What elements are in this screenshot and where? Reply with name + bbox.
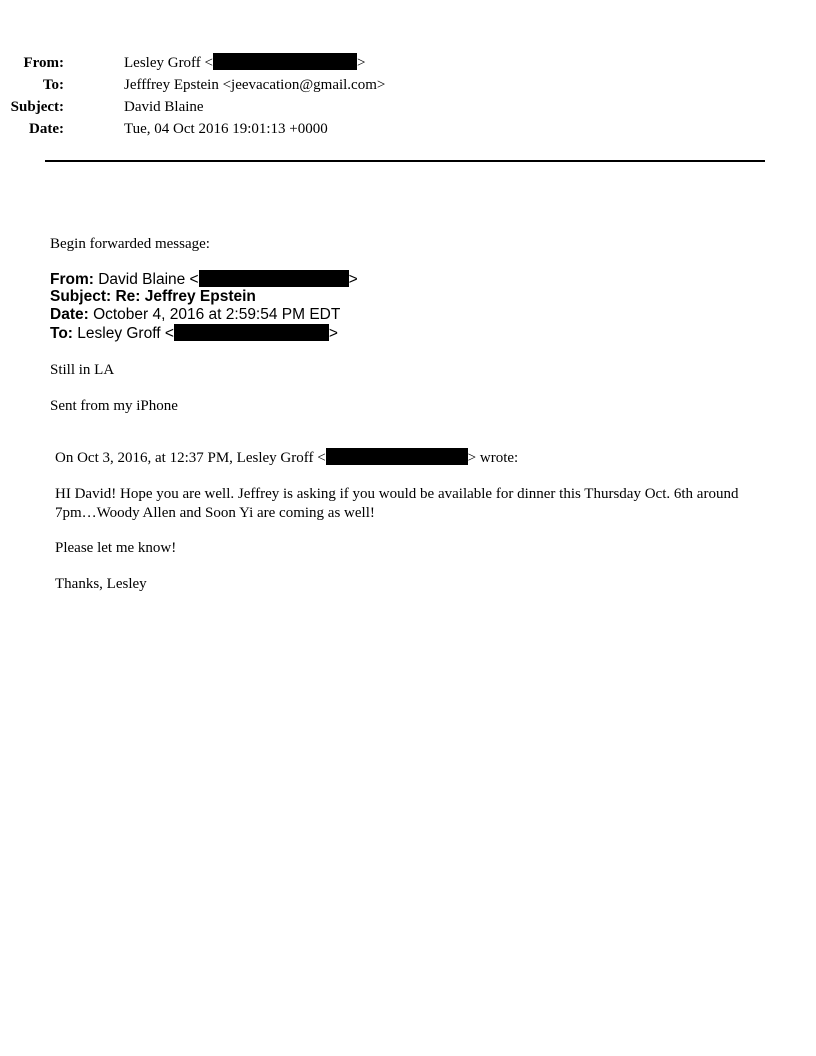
forward-subject-line [50, 288, 256, 306]
quoted-attribution-suffix: > wrote: [467, 450, 519, 466]
quoted-attribution [55, 448, 518, 468]
header-divider [45, 160, 765, 162]
quoted-body: HI David! Hope you are well. Jeffrey is asking if you would be available for dinner this Thursday Oct. 6th around 7pm…Woody Allen and Soon Yi are coming as well! [55, 486, 739, 521]
reply-signature: Sent from my iPhone [50, 398, 178, 414]
forward-from-name: David Blaine < [93, 271, 199, 288]
forward-from-close: > [348, 271, 358, 288]
redaction-box [326, 448, 468, 465]
forward-date-line [50, 306, 340, 324]
redaction-box [199, 270, 349, 287]
reply-line: Still in LA [50, 362, 115, 378]
forward-subject-label: Subject: [50, 288, 112, 305]
redaction-box [174, 324, 329, 341]
header-from-close: > [357, 55, 366, 71]
header-from-label: From: [23, 55, 64, 71]
forward-to-close: > [328, 325, 338, 342]
forward-to-label: To: [50, 325, 73, 342]
quoted-closing: Thanks, Lesley [55, 576, 147, 592]
quoted-attribution-prefix: On Oct 3, 2016, at 12:37 PM, Lesley Groff < [55, 450, 326, 466]
header-date-value: Tue, 04 Oct 2016 19:01:13 +0000 [124, 121, 328, 137]
forward-date-value: October 4, 2016 at 2:59:54 PM EDT [88, 306, 341, 323]
forward-date-label: Date: [50, 306, 89, 323]
forward-to-name: Lesley Groff < [72, 325, 174, 342]
forward-from-label: From: [50, 271, 94, 288]
forward-intro: Begin forwarded message: [50, 236, 210, 252]
forward-from-line [50, 270, 358, 289]
header-to-value: Jefffrey Epstein <jeevacation@gmail.com> [124, 77, 386, 93]
header-to-label: To: [42, 77, 64, 93]
header-subject-label: Subject: [10, 99, 64, 115]
header-from-value [124, 53, 365, 73]
forward-to-line [50, 324, 338, 343]
quoted-request: Please let me know! [55, 540, 177, 556]
redaction-box [213, 53, 357, 70]
header-subject-value: David Blaine [124, 99, 204, 115]
header-from-name: Lesley Groff < [124, 55, 213, 71]
header-date-label: Date: [29, 121, 64, 137]
forward-subject-value: Re: Jeffrey Epstein [111, 288, 256, 305]
